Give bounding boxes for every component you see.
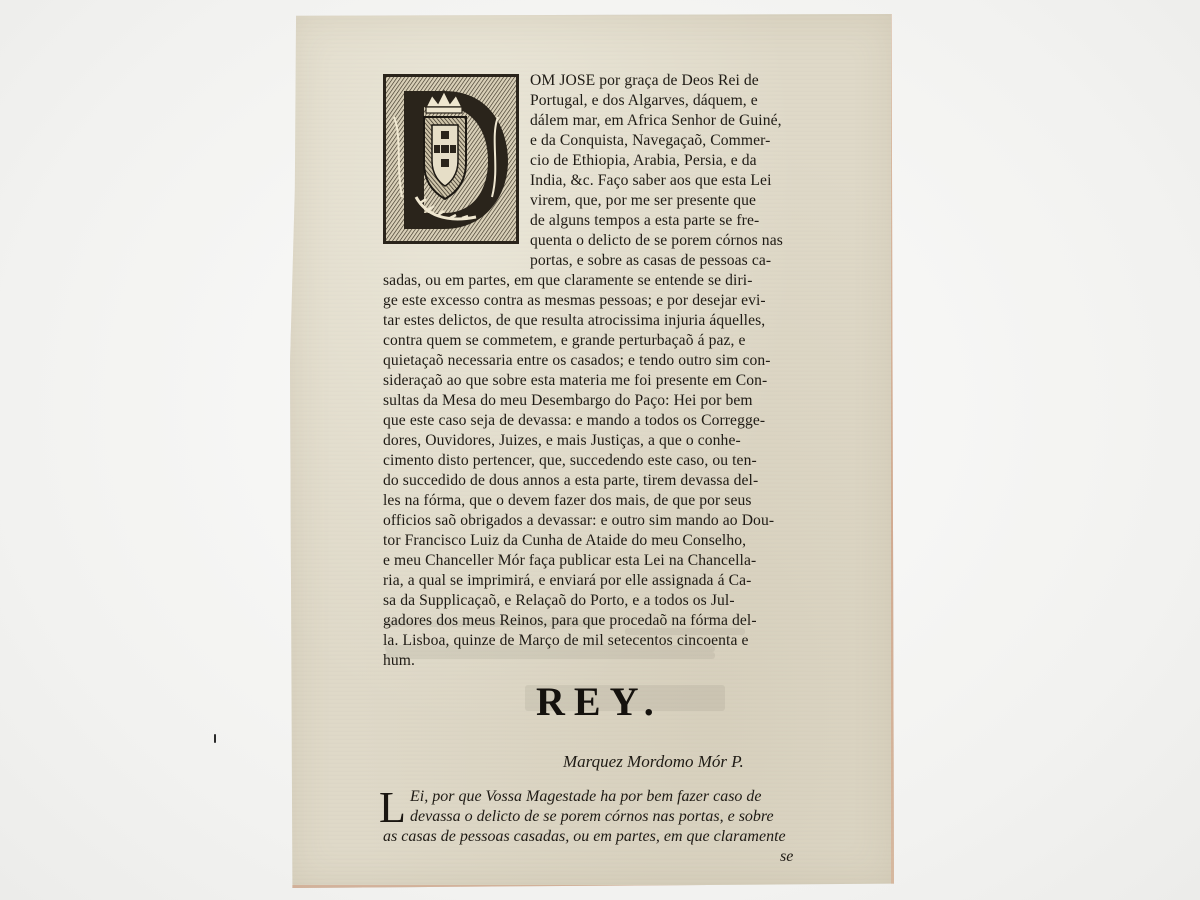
body-line: virem, que, por me ser presente que <box>530 192 757 209</box>
body-line: ge este excesso contra as mesmas pessoas; e por desejar evi- <box>383 292 766 309</box>
body-line: de alguns tempos a esta parte se fre- <box>530 212 760 229</box>
body-line: India, &c. Faço saber aos que esta Lei <box>530 172 772 189</box>
body-line: dálem mar, em Africa Senhor de Guiné, <box>530 112 782 129</box>
summary-initial: L <box>379 783 406 832</box>
body-line: do succedido de dous annos a esta parte, tirem devassa del- <box>383 472 759 489</box>
body-line: cio de Ethiopia, Arabia, Persia, e da <box>530 152 757 169</box>
body-line: sultas da Mesa do meu Desembargo do Paço: Hei por bem <box>383 392 753 409</box>
summary-line: devassa o delicto de se porem córnos nas portas, e sobre <box>410 808 774 825</box>
body-line: hum. <box>383 652 416 669</box>
summary-line: as casas de pessoas casadas, ou em partes, em que claramente <box>383 828 786 845</box>
woodcut-crest-icon <box>386 77 516 241</box>
body-line: sa da Supplicaçaõ, e Relaçaõ do Porto, e a todos os Jul- <box>383 592 735 609</box>
body-line: portas, e sobre as casas de pessoas ca- <box>530 252 772 269</box>
body-line: dores, Ouvidores, Juizes, e mais Justiças, a que o conhe- <box>383 432 741 449</box>
body-line: sideraçaõ ao que sobre esta materia me foi presente em Con- <box>383 372 768 389</box>
royal-signature-title: REY. <box>536 679 663 724</box>
minister-signature: Marquez Mordomo Mór P. <box>563 752 744 771</box>
dust-speck <box>214 734 216 743</box>
body-line: tor Francisco Luiz da Cunha de Ataide do meu Conselho, <box>383 532 747 549</box>
summary-line: Ei, por que Vossa Magestade ha por bem fazer caso de <box>410 788 762 805</box>
ornamental-initial-d <box>383 74 519 244</box>
body-line: la. Lisboa, quinze de Março de mil setecentos cincoenta e <box>383 632 749 649</box>
body-line: contra quem se commetem, e grande perturbaçaõ á paz, e <box>383 332 746 349</box>
body-line: quietaçaõ necessaria entre os casados; e tendo outro sim con- <box>383 352 771 369</box>
body-line: ria, a qual se imprimirá, e enviará por elle assignada á Ca- <box>383 572 752 589</box>
body-line: Portugal, e dos Algarves, dáquem, e <box>530 92 758 109</box>
summary-line: se <box>780 848 794 865</box>
body-line: les na fórma, que o devem fazer dos mais, de que por seus <box>383 492 752 509</box>
body-line: que este caso seja de devassa: e mando a todos os Corregge- <box>383 412 766 429</box>
body-line: e meu Chanceller Mór faça publicar esta Lei na Chancella- <box>383 552 757 569</box>
body-line: e da Conquista, Navegaçaõ, Commer- <box>530 132 771 149</box>
body-line: sadas, ou em partes, em que claramente se entende se diri- <box>383 272 753 289</box>
body-line: gadores dos meus Reinos, para que procedaõ na fórma del- <box>383 612 757 629</box>
body-line: quenta o delicto de se porem córnos nas <box>530 232 783 249</box>
body-line: tar estes delictos, de que resulta atrocissima injuria áquelles, <box>383 312 766 329</box>
body-line: cimento disto pertencer, que, succedendo este caso, ou ten- <box>383 452 757 469</box>
body-line: OM JOSE por graça de Deos Rei de <box>530 72 759 89</box>
body-line: officios saõ obrigados a devassar: e outro sim mando ao Dou- <box>383 512 775 529</box>
